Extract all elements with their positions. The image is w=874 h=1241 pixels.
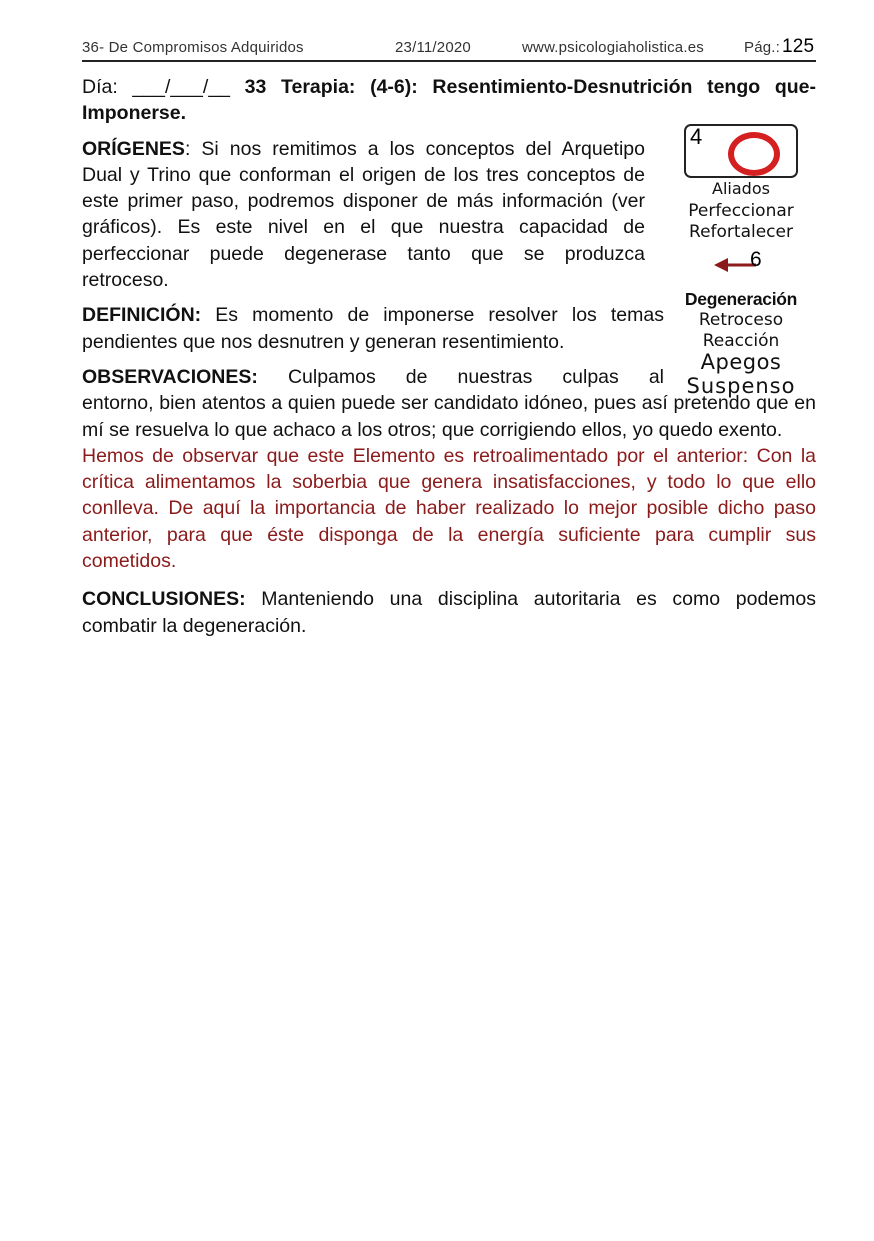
header-title: 36- De Compromisos Adquiridos bbox=[82, 39, 304, 56]
conclusiones-paragraph bbox=[82, 586, 816, 639]
page-header bbox=[82, 38, 816, 62]
label-suspenso: Suspenso bbox=[686, 374, 796, 398]
header-url: www.psicologiaholistica.es bbox=[522, 39, 704, 56]
definicion-text: Es momento de imponerse resolver los temas pendientes que nos desnutren y generan resentimiento. bbox=[82, 304, 664, 353]
label-apegos: Apegos bbox=[700, 350, 782, 374]
label-perfeccionar: Perfeccionar bbox=[688, 201, 794, 221]
observaciones-text-first: Culpamos de nuestras culpas al bbox=[257, 365, 664, 388]
header-page-number: 125 bbox=[782, 36, 815, 57]
conclusiones-label: CONCLUSIONES: bbox=[82, 588, 246, 611]
label-degeneracion: Degeneración bbox=[684, 289, 798, 309]
page-content bbox=[82, 74, 816, 639]
origenes-label: ORÍGENES bbox=[82, 137, 185, 160]
conclusiones-text: Manteniendo una disciplina autoritaria es como podemos combatir la degeneración. bbox=[82, 588, 816, 637]
page-title bbox=[82, 74, 816, 127]
label-retroceso: Retroceso bbox=[698, 310, 784, 330]
definicion-label: DEFINICIÓN: bbox=[82, 304, 202, 327]
origenes-text: : Si nos remitimos a los conceptos del Arquetipo Dual y Trino que conforman el origen de los tres conceptos de este primer paso, podremos disponer de más información (ver gráficos). Es este nivel en el que nuestra capacidad de perfeccionar puede degenerase tanto que se produzca retroceso. bbox=[82, 137, 645, 292]
header-date: 23/11/2020 bbox=[395, 39, 471, 56]
title-text: 33 Terapia: (4-6): Resentimiento-Desnutrición tengo que-Imponerse. bbox=[82, 76, 816, 125]
observaciones-label: OBSERVACIONES: bbox=[82, 365, 258, 388]
observaciones-red-paragraph: Hemos de observar que este Elemento es retroalimentado por el anterior: Con la crítica alimentamos la soberbia que genera insatisfacciones, y todo lo que ello conlleva. De aquí la importancia de haber realizado lo mejor posible dicho paso anterior, para que éste disponga de la energía suficiente para cumplir sus cometidos. bbox=[82, 444, 816, 573]
header-page-label: Pág.: bbox=[744, 39, 781, 56]
origenes-paragraph bbox=[82, 136, 645, 294]
top-number: 4 bbox=[690, 124, 703, 149]
definicion-paragraph bbox=[82, 302, 664, 355]
label-refortalecer: Refortalecer bbox=[689, 222, 793, 242]
arrow-number: 6 bbox=[750, 248, 762, 271]
label-reaccion: Reacción bbox=[702, 331, 780, 351]
label-aliados: Aliados bbox=[712, 179, 770, 198]
day-field: Día: ___/___/__ bbox=[82, 76, 245, 98]
observaciones-first-line bbox=[82, 364, 664, 390]
observaciones-paragraph: entorno, bien atentos a quien puede ser candidato idóneo, pues así pretendo que en mí se resuelva lo que achaco a los otros; que corrigiendo ellos, yo quedo exento. bbox=[82, 392, 816, 441]
